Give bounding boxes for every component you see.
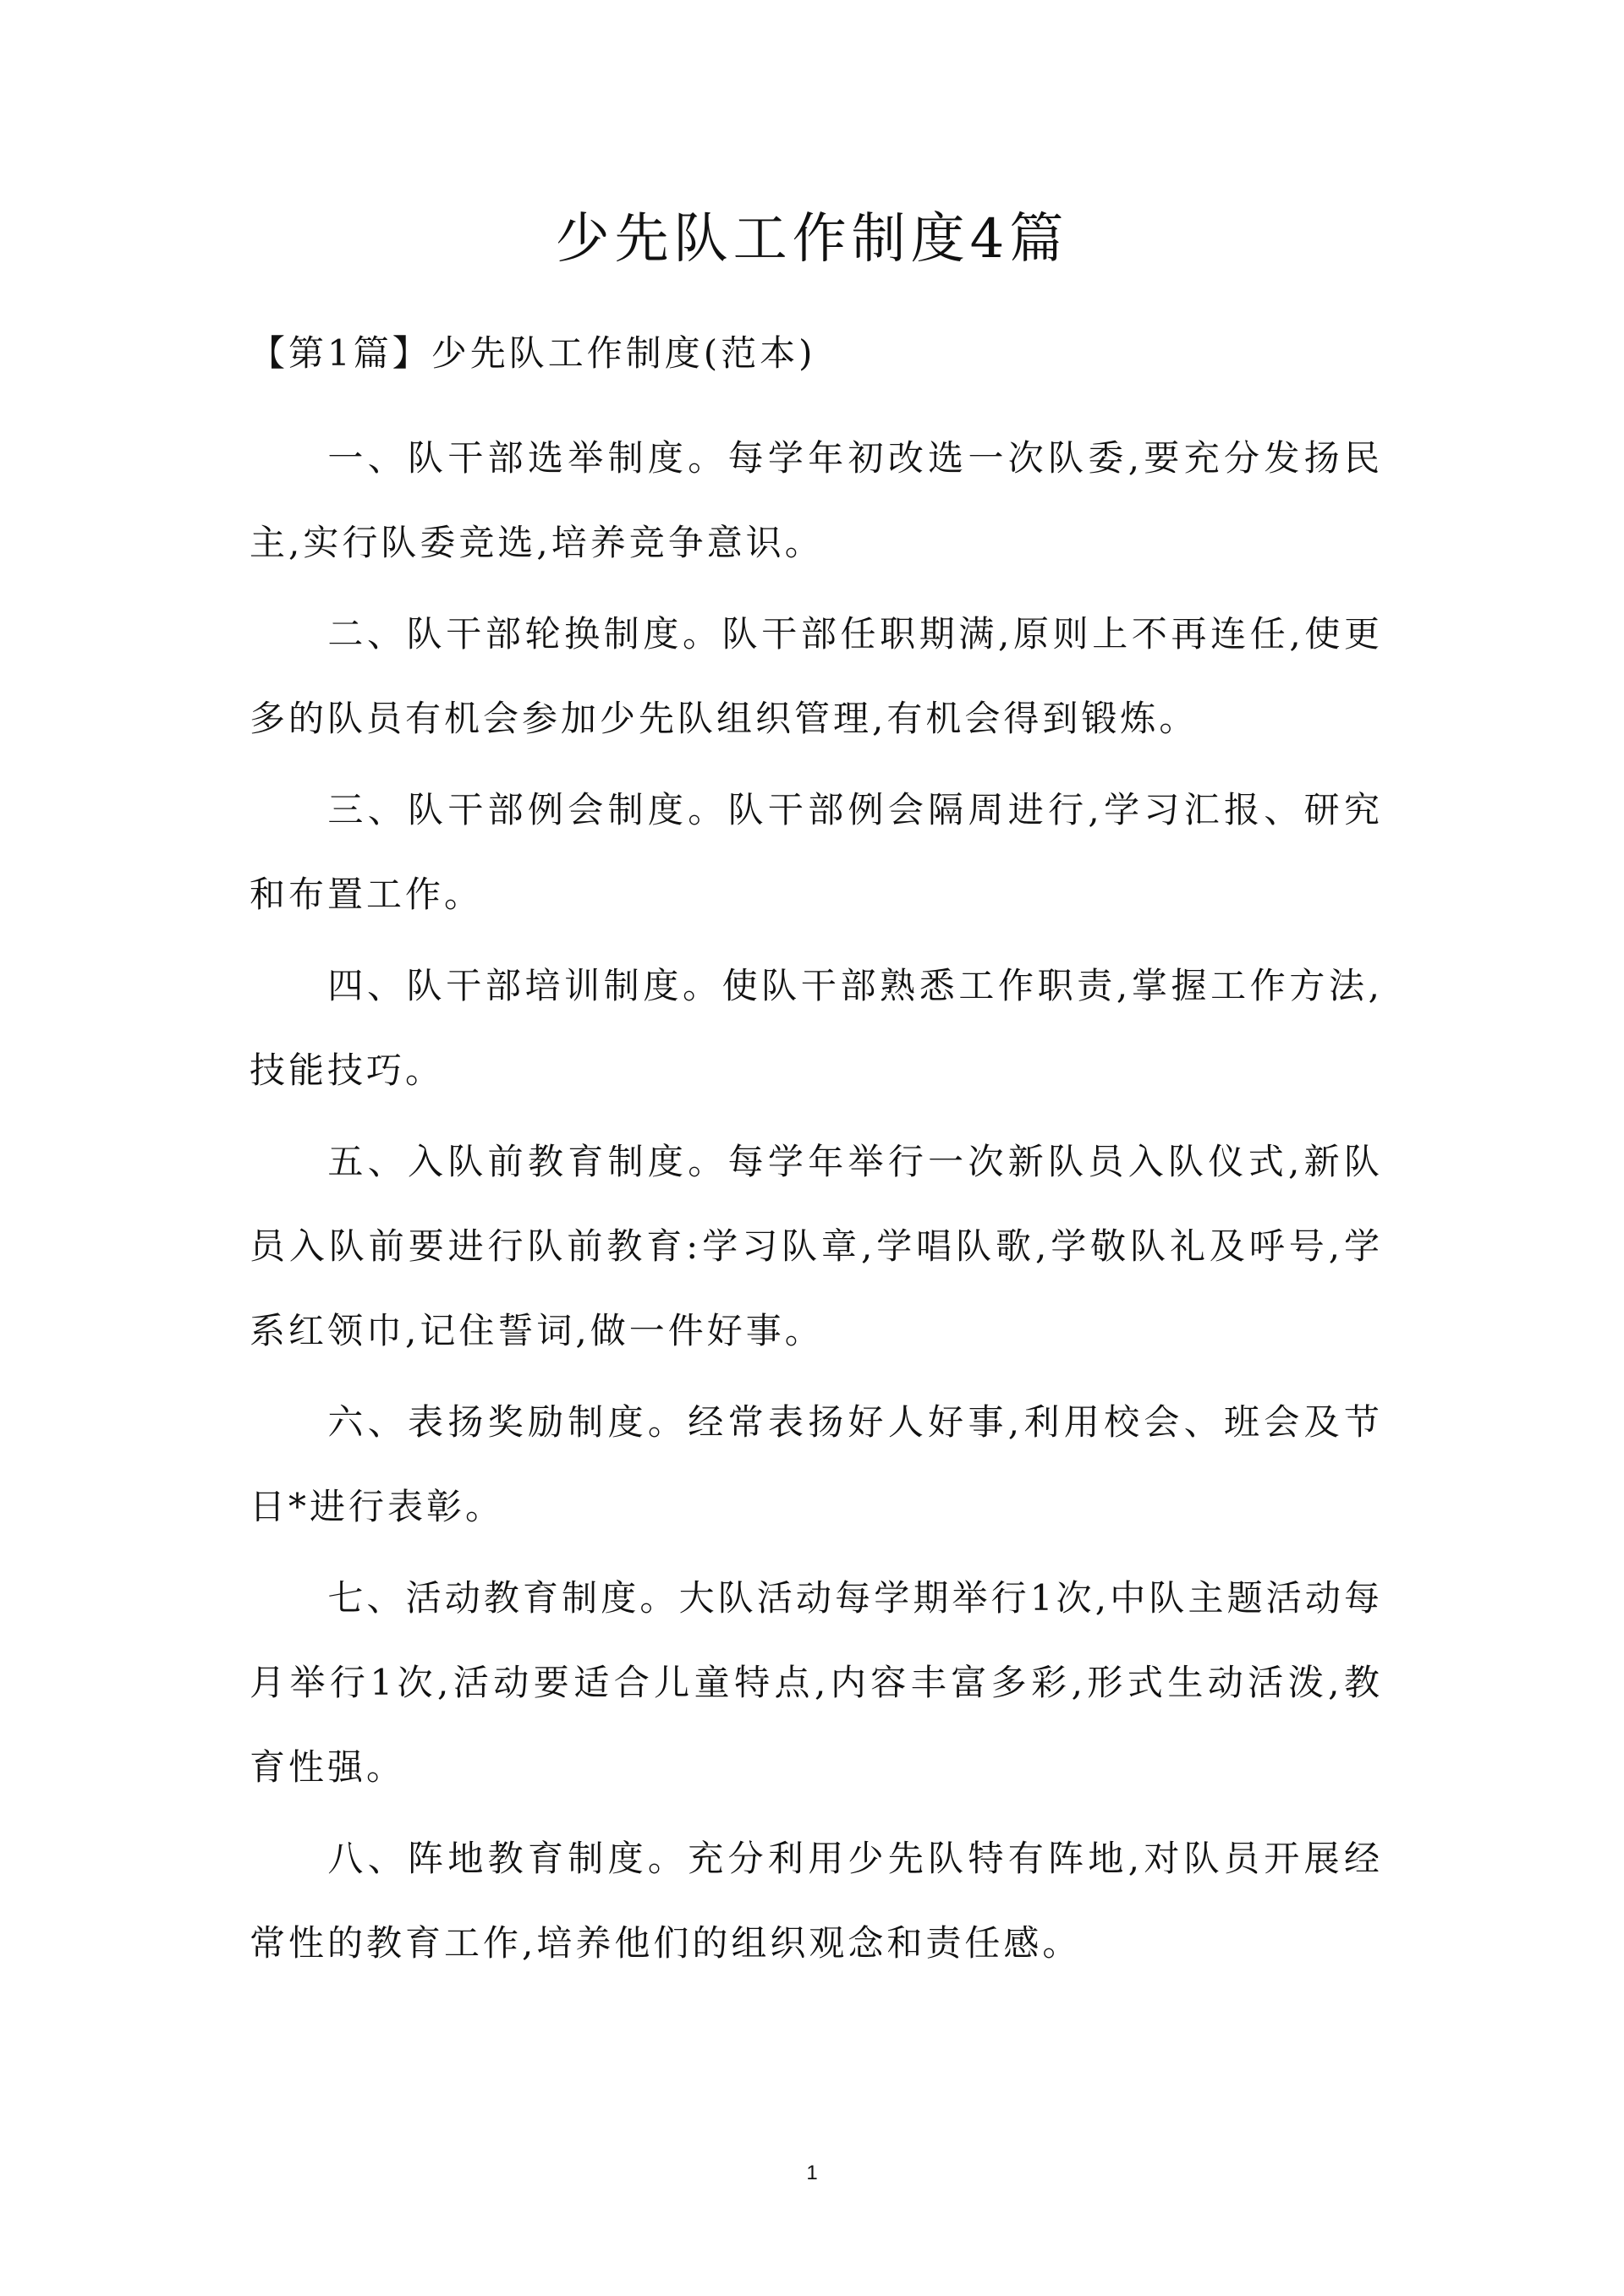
paragraph-6: 六、表扬奖励制度。经常表扬好人好事,利用校会、班会及节日*进行表彰。 xyxy=(250,1401,1383,1527)
document-body xyxy=(250,313,1383,1992)
page-number: 1 xyxy=(806,2162,818,2184)
section-heading: 【第1篇】少先队工作制度(范本) xyxy=(250,332,816,374)
page-title: 少先队工作制度4篇 xyxy=(555,208,1069,271)
paragraph-7: 七、活动教育制度。大队活动每学期举行1次,中队主题活动每月举行1次,活动要适合儿童特点,内容丰富多彩,形式生动活泼,教育性强。 xyxy=(250,1577,1383,1788)
paragraph-1: 一、队干部选举制度。每学年初改选一次队委,要充分发扬民主,实行队委竞选,培养竞争意识。 xyxy=(250,437,1383,563)
paragraph-5: 五、入队前教育制度。每学年举行一次新队员入队仪式,新队员入队前要进行队前教育:学习队章,学唱队歌,学敬队礼及呼号,学系红领巾,记住誓词,做一件好事。 xyxy=(250,1141,1383,1351)
paragraph-3: 三、队干部例会制度。队干部例会隔周进行,学习汇报、研究和布置工作。 xyxy=(250,789,1383,915)
paragraph-4: 四、队干部培训制度。使队干部熟悉工作职责,掌握工作方法,技能技巧。 xyxy=(250,965,1383,1091)
paragraph-8: 八、阵地教育制度。充分利用少先队特有阵地,对队员开展经常性的教育工作,培养他们的组织观念和责任感。 xyxy=(250,1838,1383,1964)
paragraph-2: 二、队干部轮换制度。队干部任职期满,原则上不再连任,使更多的队员有机会参加少先队组织管理,有机会得到锻炼。 xyxy=(250,613,1383,739)
